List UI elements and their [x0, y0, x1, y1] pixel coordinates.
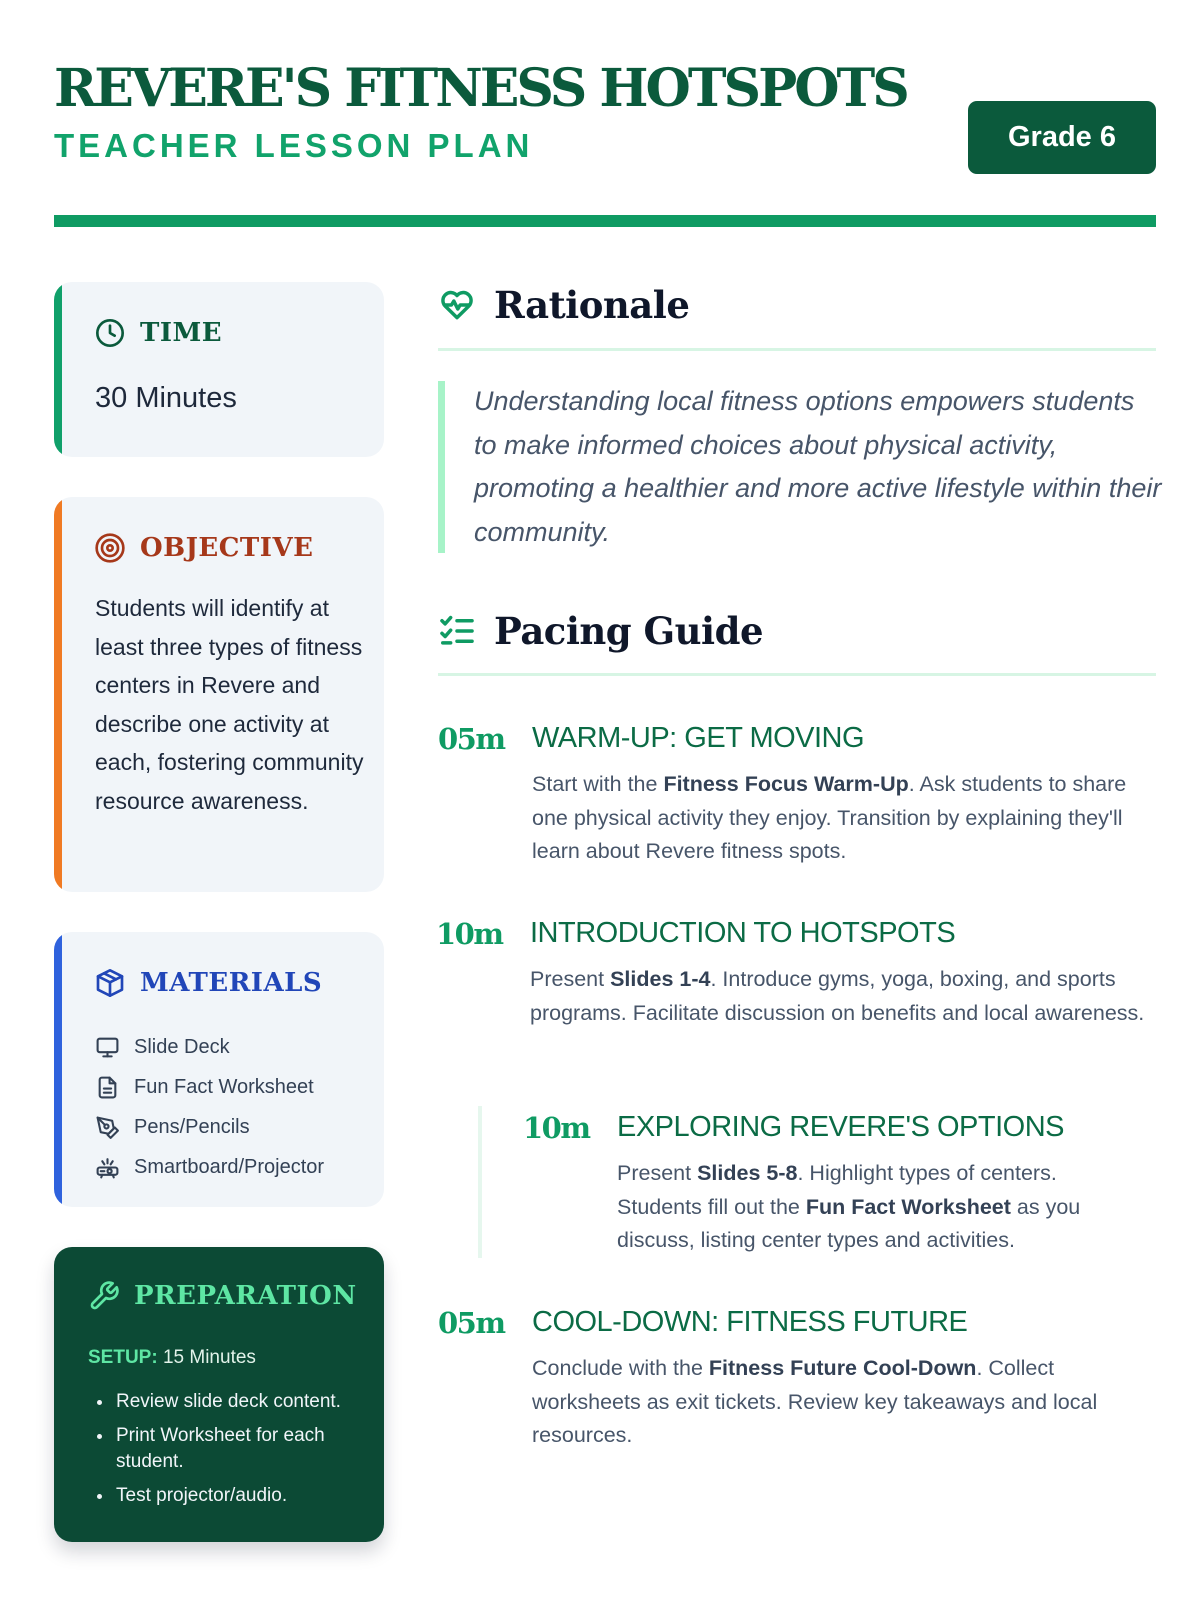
step-duration: 05m: [438, 722, 505, 756]
projector-icon: [95, 1155, 120, 1180]
rationale-title: Rationale: [494, 283, 690, 327]
time-card-header: [94, 317, 222, 349]
preparation-card: [54, 1247, 384, 1542]
step-title: COOL-DOWN: FITNESS FUTURE: [532, 1306, 968, 1338]
clock-icon: [94, 317, 126, 349]
materials-card-title: MATERIALS: [140, 968, 323, 998]
step-description: Conclude with the Fitness Future Cool-Down. Collect worksheets as exit tickets. Review key takeaways and local resources.: [532, 1356, 1098, 1447]
preparation-card-header: [88, 1280, 357, 1312]
objective-card-title: OBJECTIVE: [140, 533, 314, 563]
document-icon: [95, 1075, 120, 1100]
setup-value: 15 Minutes: [162, 1347, 256, 1368]
list-item: • Print Worksheet for each student.: [114, 1423, 369, 1475]
step-duration: 10m: [436, 917, 503, 951]
time-value: 30 Minutes: [95, 382, 237, 414]
target-icon: [94, 532, 126, 564]
time-card: [54, 282, 384, 457]
heart-pulse-icon: [438, 286, 476, 324]
rationale-quote-bar: [438, 381, 445, 553]
preparation-list: [114, 1389, 369, 1517]
rationale-header: [438, 283, 1156, 327]
box-icon: [94, 967, 126, 999]
materials-card-header: [94, 967, 322, 999]
pacing-guide-divider: [438, 673, 1156, 676]
wrench-icon: [88, 1280, 120, 1312]
list-item: [95, 1027, 324, 1067]
objective-card: [54, 497, 384, 892]
objective-text: Students will identify at least three types of fitness centers in Revere and describe one activity at each, fostering community resource awareness.: [95, 595, 364, 814]
step-title: WARM-UP: GET MOVING: [532, 722, 865, 754]
material-label: Fun Fact Worksheet: [134, 1075, 314, 1098]
rationale-text: Understanding local fitness options empowers students to make informed choices about physical activity, promoting a healthier and more active lifestyle within their community.: [474, 386, 1162, 547]
time-card-title: TIME: [140, 318, 223, 348]
list-item: • Test projector/audio.: [114, 1483, 369, 1509]
step-description: Start with the Fitness Focus Warm-Up. Ask students to share one physical activity they enjoy. Transition by explaining they'll learn about Revere fitness spots.: [532, 772, 1127, 863]
list-item: [95, 1107, 324, 1147]
step-description: Present Slides 1-4. Introduce gyms, yoga, boxing, and sports programs. Facilitate discussion on benefits and local awareness.: [530, 967, 1145, 1025]
pacing-guide-title: Pacing Guide: [494, 609, 764, 653]
preparation-card-title: PREPARATION: [134, 1281, 357, 1311]
page-title: REVERE'S FITNESS HOTSPOTS: [54, 58, 907, 119]
monitor-icon: [95, 1035, 120, 1060]
material-label: Smartboard/Projector: [134, 1155, 325, 1178]
step-title: EXPLORING REVERE'S OPTIONS: [617, 1111, 1064, 1143]
pen-icon: [95, 1115, 120, 1140]
grade-badge: Grade 6: [968, 101, 1156, 174]
list-item: [95, 1067, 324, 1107]
materials-card: [54, 932, 384, 1207]
nested-step-indent-line: [478, 1106, 482, 1258]
pacing-guide-header: [438, 609, 1156, 653]
material-label: Pens/Pencils: [134, 1115, 250, 1138]
materials-list: [95, 1027, 324, 1187]
setup-time: [88, 1347, 256, 1369]
step-duration: 10m: [523, 1111, 590, 1145]
step-duration: 05m: [438, 1306, 505, 1340]
checklist-icon: [438, 612, 476, 650]
rationale-divider: [438, 348, 1156, 351]
page-subtitle: TEACHER LESSON PLAN: [54, 127, 534, 164]
list-item: • Review slide deck content.: [114, 1389, 369, 1415]
material-label: Slide Deck: [134, 1035, 230, 1058]
step-description: Present Slides 5-8. Highlight types of centers. Students fill out the Fun Fact Worksheet as you discuss, listing center types and activities.: [617, 1161, 1081, 1252]
setup-label: SETUP:: [88, 1347, 158, 1368]
list-item: [95, 1147, 324, 1187]
objective-card-header: [94, 532, 313, 564]
step-title: INTRODUCTION TO HOTSPOTS: [530, 917, 956, 949]
header-divider: [54, 215, 1156, 227]
